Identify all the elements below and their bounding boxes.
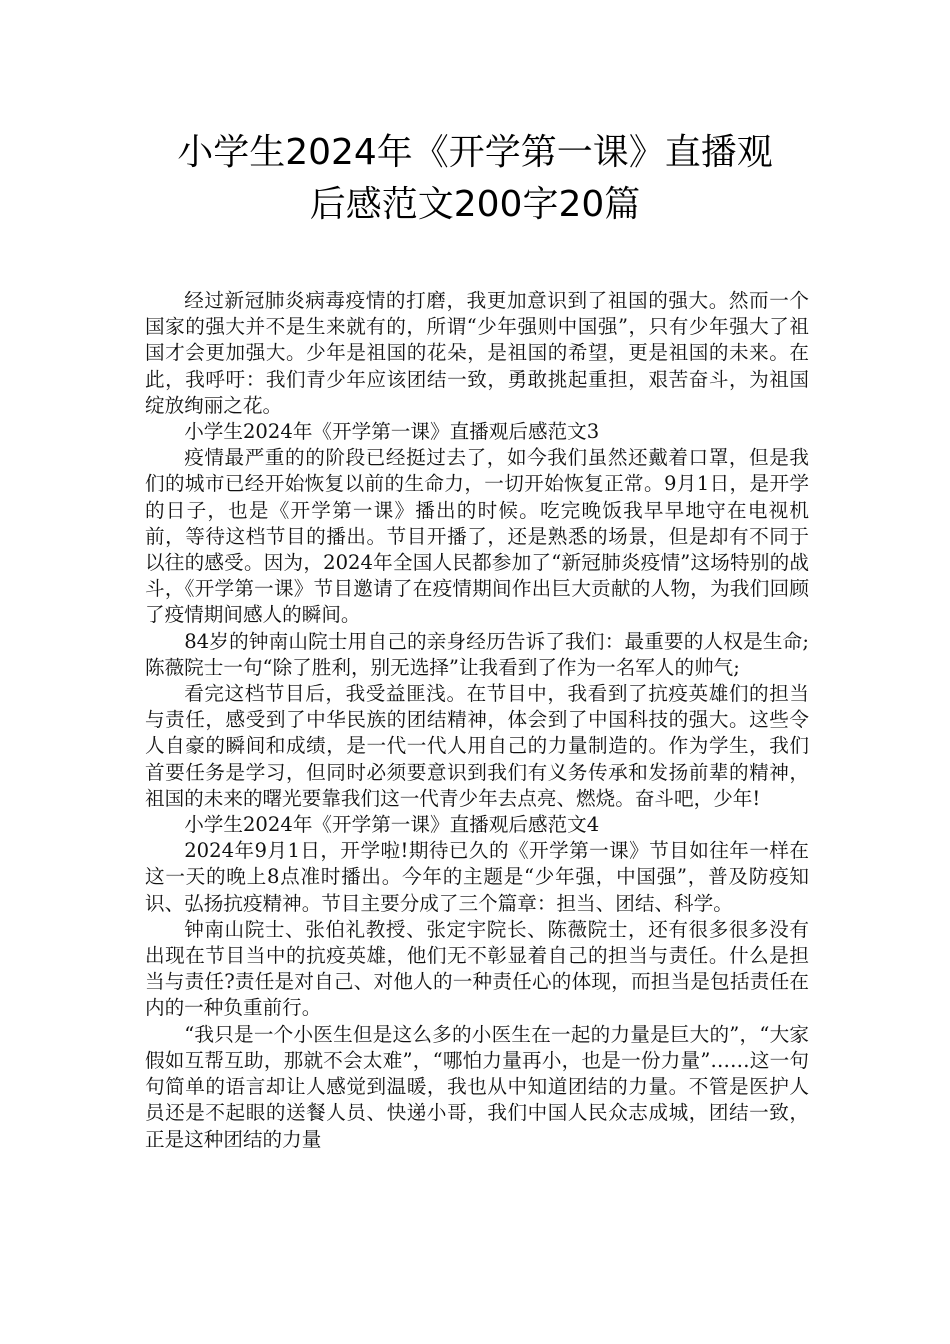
title-line-2: 后感范文200字20篇 [309, 184, 641, 225]
paragraph: 钟南山院士、张伯礼教授、张定宇院长、陈薇院士，还有很多很多没有出现在节目当中的抗疫英雄，他们无不彰显着自己的担当与责任。什么是担当与责任?责任是对自己、对他人的一种责任心的体现，而担当是包括责任在内的一种负重前行。 [145, 917, 809, 1020]
paragraph: “我只是一个小医生但是这么多的小医生在一起的力量是巨大的”，“大家假如互帮互助，那就不会太难”，“哪怕力量再小，也是一份力量”……这一句句简单的语言却让人感觉到温暖，我也从中知道团结的力量。不管是医护人员还是不起眼的送餐人员、快递小哥，我们中国人民众志成城，团结一致，正是这种团结的力量 [145, 1022, 809, 1151]
paragraph: 2024年9月1日，开学啦!期待已久的《开学第一课》节目如往年一样在这一天的晚上8点准时播出。今年的主题是“少年强，中国强”，普及防疫知识、弘扬抗疫精神。节目主要分成了三个篇章：担当、团结、科学。 [145, 839, 809, 915]
paragraph: 疫情最严重的的阶段已经挺过去了，如今我们虽然还戴着口罩，但是我们的城市已经开始恢复以前的生命力，一切开始恢复正常。9月1日，是开学的日子，也是《开学第一课》播出的时候。吃完晚饭我早早地守在电视机前，等待这档节目的播出。节目开播了，还是熟悉的场景，但是却有不同于以往的感受。因为，2024年全国人民都参加了“新冠肺炎疫情”这场特别的战斗，《开学第一课》节目邀请了在疫情期间作出巨大贡献的人物，为我们回顾了疫情期间感人的瞬间。 [145, 446, 809, 627]
section-heading: 小学生2024年《开学第一课》直播观后感范文4 [184, 813, 600, 837]
document-body [145, 288, 809, 1153]
paragraph: 看完这档节目后，我受益匪浅。在节目中，我看到了抗疫英雄们的担当与责任，感受到了中华民族的团结精神，体会到了中国科技的强大。这些令人自豪的瞬间和成绩，是一代一代人用自己的力量制造的。作为学生，我们首要任务是学习，但同时必须要意识到我们有义务传承和发扬前辈的精神，祖国的未来的曙光要靠我们这一代青少年去点亮、燃烧。奋斗吧，少年! [145, 682, 809, 810]
section-heading: 小学生2024年《开学第一课》直播观后感范文3 [184, 420, 600, 444]
title-line-1: 小学生2024年《开学第一课》直播观 [177, 132, 773, 173]
paragraph: 84岁的钟南山院士用自己的亲身经历告诉了我们：最重要的人权是生命;陈薇院士一句“除了胜利，别无选择”让我看到了作为一名军人的帅气; [145, 629, 809, 679]
document-title [100, 127, 850, 231]
paragraph: 经过新冠肺炎病毒疫情的打磨，我更加意识到了祖国的强大。然而一个国家的强大并不是生来就有的，所谓“少年强则中国强”，只有少年强大了祖国才会更加强大。少年是祖国的花朵，是祖国的希望，更是祖国的未来。在此，我呼吁：我们青少年应该团结一致，勇敢挑起重担，艰苦奋斗，为祖国绽放绚丽之花。 [145, 289, 809, 417]
